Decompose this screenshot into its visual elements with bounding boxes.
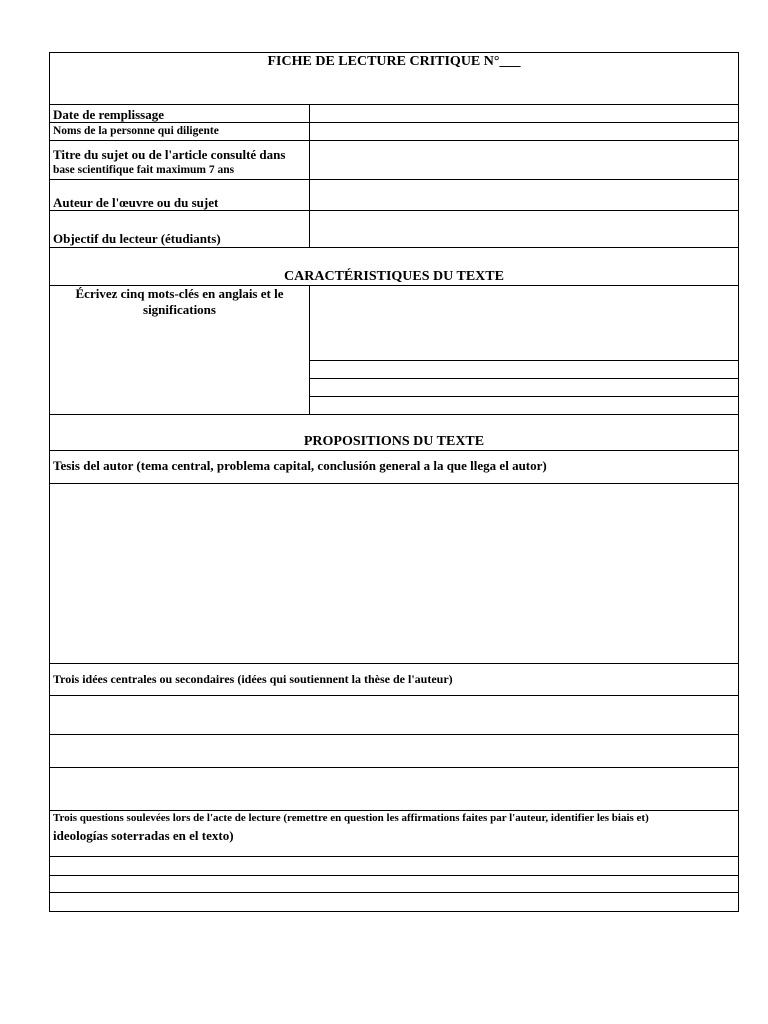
question-field-1[interactable] (49, 856, 739, 876)
form-title: FICHE DE LECTURE CRITIQUE N°___ (267, 54, 521, 69)
keywords-field-2[interactable] (309, 360, 739, 379)
propositions-heading: PROPOSITIONS DU TEXTE (303, 434, 485, 449)
idea-field-1[interactable] (49, 695, 739, 735)
characteristics-heading: CARACTÉRISTIQUES DU TEXTE (284, 269, 504, 284)
keywords-label-line2: significations (143, 302, 216, 317)
questions-label-line2: ideologías soterradas en el texto) (53, 828, 234, 843)
objective-label: Objectif du lecteur (étudiants) (53, 231, 221, 246)
article-title-label-line2: base scientifique fait maximum 7 ans (53, 164, 235, 176)
date-value-field[interactable] (309, 104, 739, 123)
ideas-label: Trois idées centrales ou secondaires (idées qui soutiennent la thèse de l'auteur) (53, 672, 453, 686)
keywords-field-3[interactable] (309, 378, 739, 397)
question-field-3[interactable] (49, 892, 739, 912)
questions-label-line1: Trois questions soulevées lors de l'acte de lecture (remettre en question les affirmations faites par l'auteur, identifier les biais et) (53, 812, 649, 824)
question-field-2[interactable] (49, 875, 739, 893)
idea-field-2[interactable] (49, 734, 739, 768)
objective-value-field[interactable] (309, 210, 739, 248)
date-label: Date de remplissage (53, 107, 164, 122)
article-title-label-line1: Titre du sujet ou de l'article consulté dans (53, 147, 286, 162)
keywords-field-4[interactable] (309, 396, 739, 415)
names-label: Noms de la personne qui diligente (53, 125, 219, 137)
idea-field-3[interactable] (49, 767, 739, 811)
author-value-field[interactable] (309, 179, 739, 211)
thesis-answer-field[interactable] (49, 483, 739, 664)
author-label: Auteur de l'œuvre ou du sujet (53, 195, 219, 210)
reading-sheet-form (49, 52, 739, 912)
title-value-field[interactable] (309, 140, 739, 180)
keywords-field-main[interactable] (309, 285, 739, 361)
names-value-field[interactable] (309, 122, 739, 141)
thesis-label: Tesis del autor (tema central, problema capital, conclusión general a la que llega el autor) (53, 458, 547, 473)
keywords-label-line1: Écrivez cinq mots-clés en anglais et le (75, 286, 284, 301)
